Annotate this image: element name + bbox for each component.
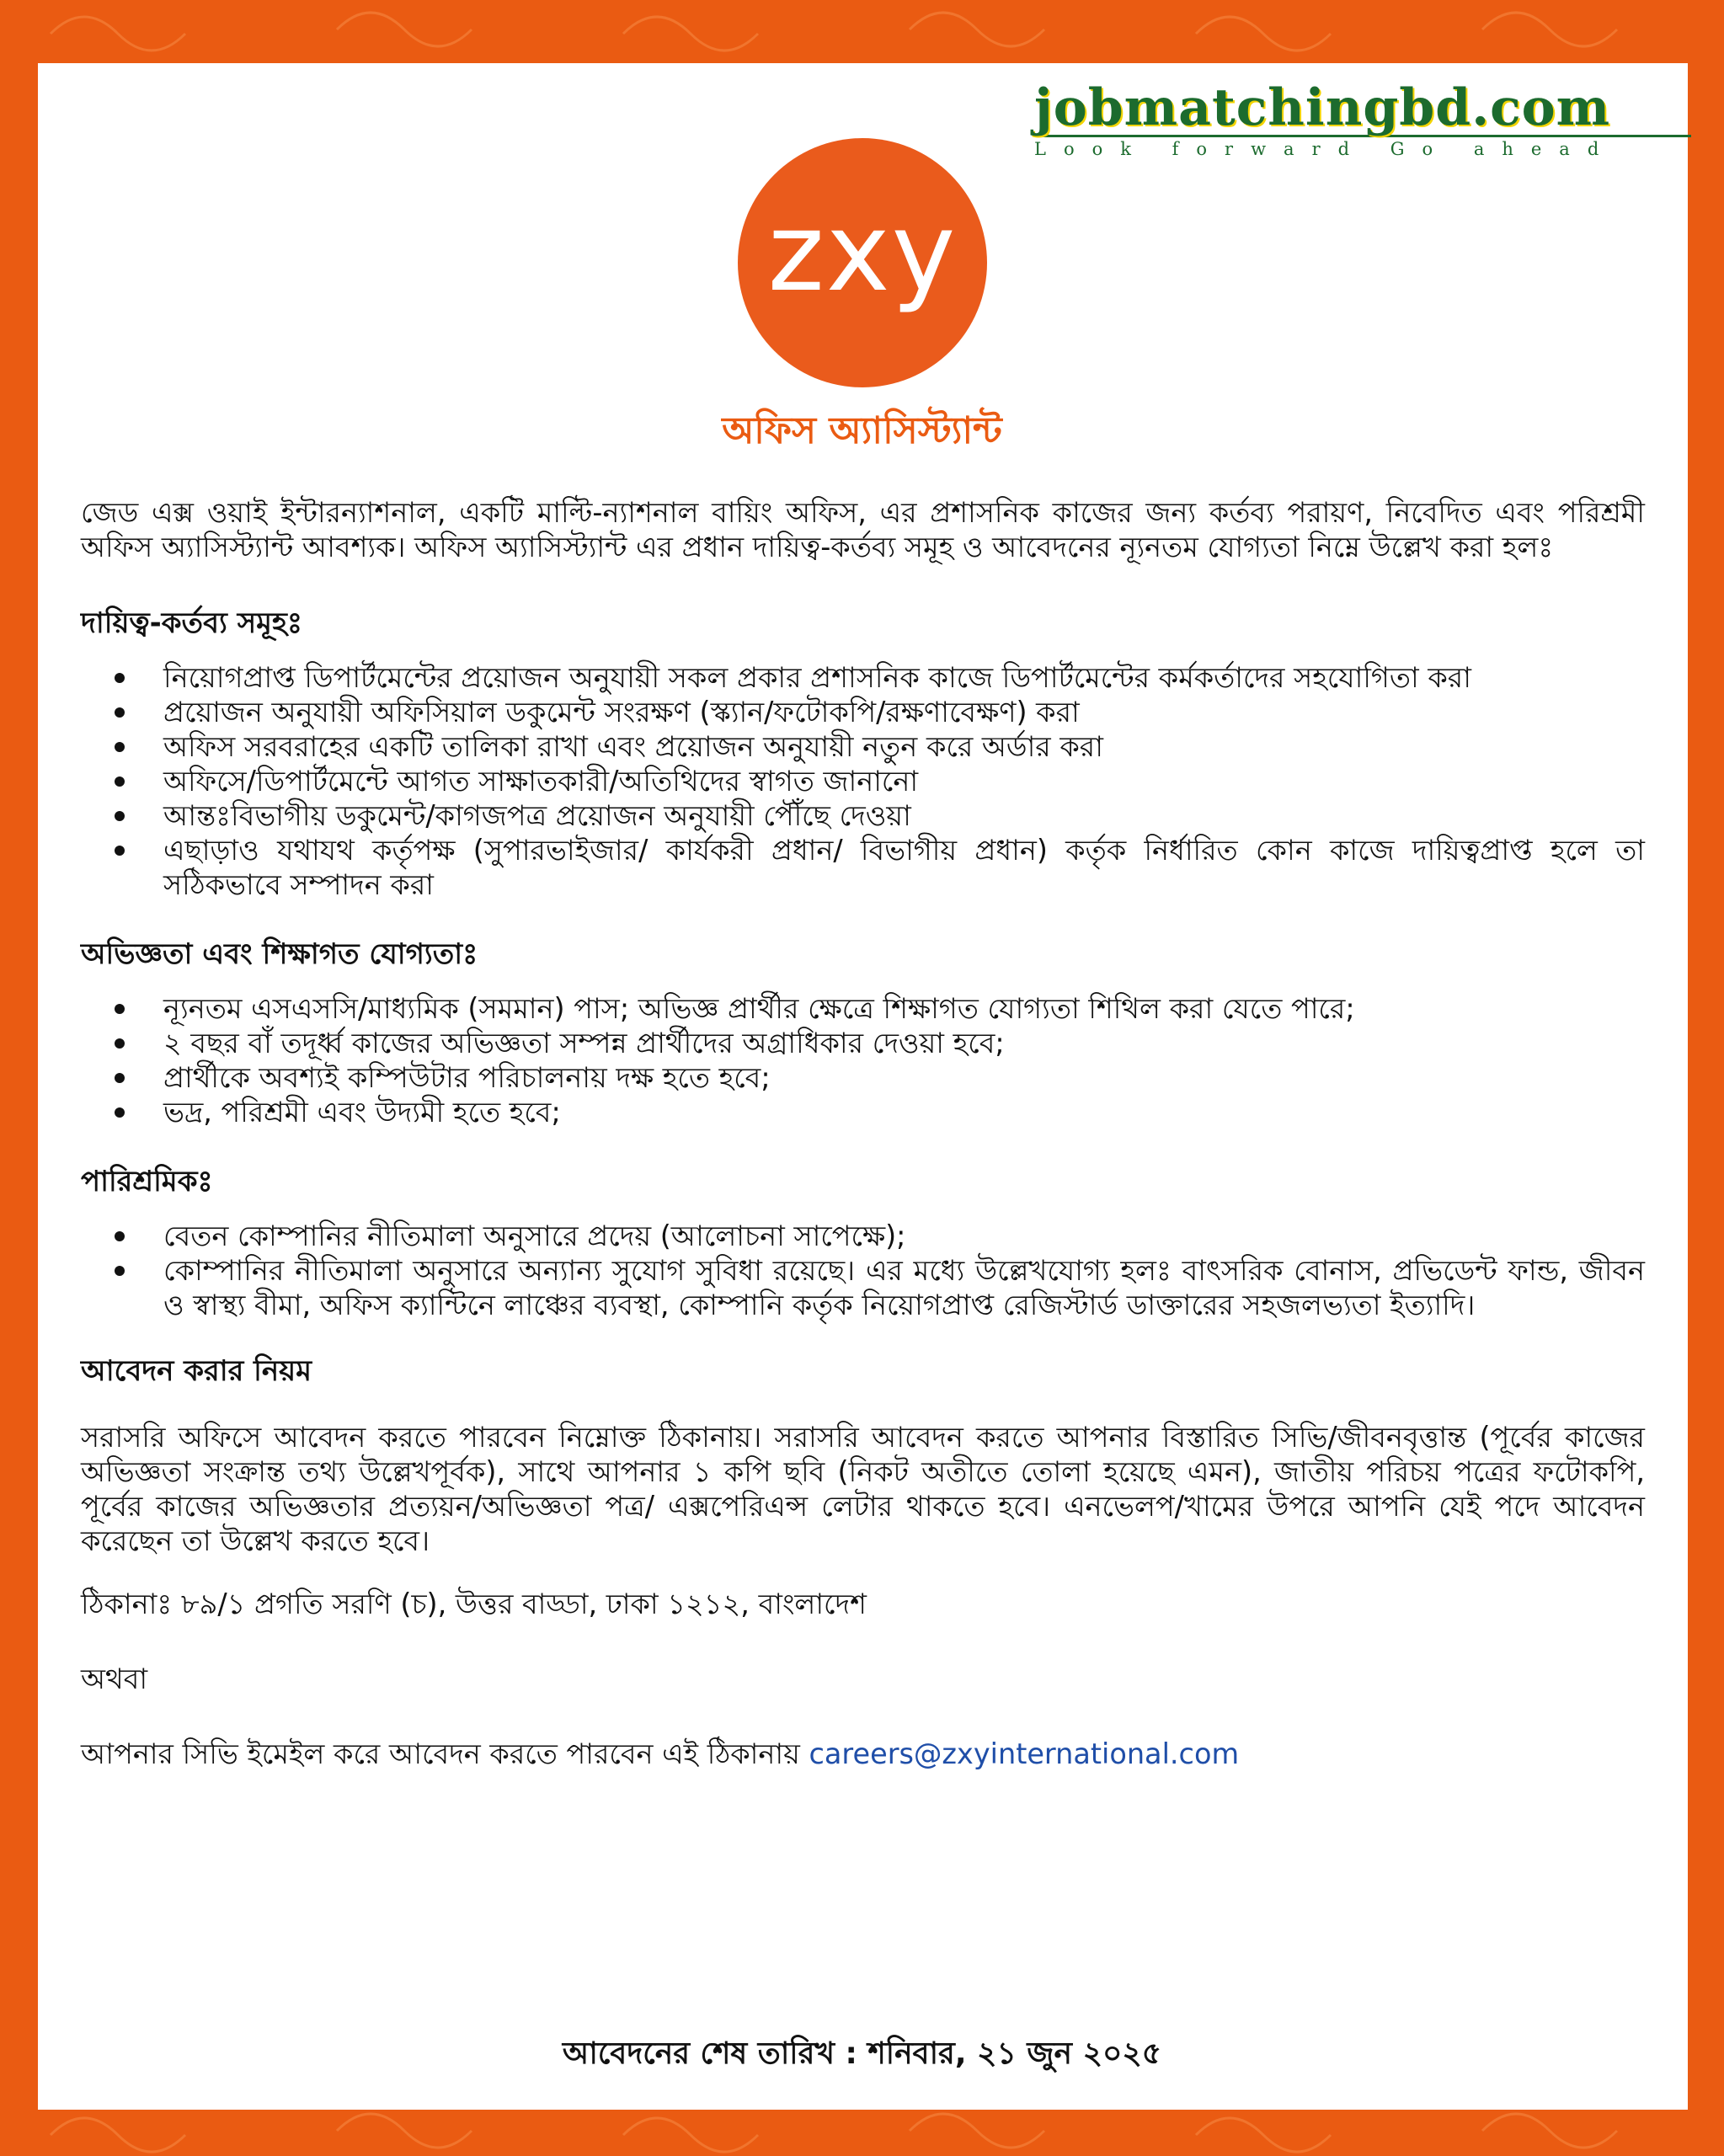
list-item: এছাড়াও যথাযথ কর্তৃপক্ষ (সুপারভাইজার/ কার্যকরী প্রধান/ বিভাগীয় প্রধান) কর্তৃক নির্ধারিত কোন কাজে দায়িত্বপ্রাপ্ত হলে তা সঠিকভাবে সম্পাদন করা (163, 833, 1645, 902)
responsibilities-list (81, 660, 1645, 902)
list-item: কোম্পানির নীতিমালা অনুসারে অন্যান্য সুযোগ সুবিধা রয়েছে। এর মধ্যে উল্লেখযোগ্য হলঃ বাৎসরিক বোনাস, প্রভিডেন্ট ফান্ড, জীবন ও স্বাস্থ্য বীমা, অফিস ক্যান্টিনে লাঞ্চের ব্যবস্থা, কোম্পানি কর্তৃক নিয়োগপ্রাপ্ত রেজিস্টার্ড ডাক্তারের সহজলভ্যতা ইত্যাদি। (163, 1253, 1645, 1322)
list-item: ২ বছর বাঁ তদূর্ধ্ব কাজের অভিজ্ঞতা সম্পন্ন প্রার্থীদের অগ্রাধিকার দেওয়া হবে; (163, 1026, 1645, 1060)
bullet-icon (115, 776, 125, 787)
list-item: প্রার্থীকে অবশ্যই কম্পিউটার পরিচালনায় দক্ষ হতে হবে; (163, 1060, 1645, 1095)
application-deadline: আবেদনের শেষ তারিখ : শনিবার, ২১ জুন ২০২৫ (562, 2036, 1162, 2071)
bullet-icon (115, 1266, 125, 1276)
bullet-icon (115, 1073, 125, 1083)
site-tagline: Look forward Go ahead (1034, 135, 1691, 159)
list-item: ভদ্র, পরিশ্রমী এবং উদ্যমী হতে হবে; (163, 1095, 1645, 1129)
email-instruction (81, 1737, 1645, 1771)
list-item: ন্যূনতম এসএসসি/মাধ্যমিক (সমমান) পাস; অভিজ্ঞ প্রার্থীর ক্ষেত্রে শিক্ষাগত যোগ্যতা শিথিল করা যেতে পারে; (163, 991, 1645, 1026)
office-address: ঠিকানাঃ ৮৯/১ প্রগতি সরণি (চ), উত্তর বাড্ডা, ঢাকা ১২১২, বাংলাদেশ (81, 1588, 867, 1620)
bullet-icon (115, 1038, 125, 1049)
compensation-list (81, 1219, 1645, 1322)
qualifications-heading: অভিজ্ঞতা এবং শিক্ষাগত যোগ্যতাঃ (81, 937, 478, 971)
application-body: সরাসরি অফিসে আবেদন করতে পারবেন নিম্নোক্ত ঠিকানায়। সরাসরি আবেদন করতে আপনার বিস্তারিত সিভি/জীবনবৃত্তান্ত (পূর্বের কাজের অভিজ্ঞতা সংক্রান্ত তথ্য উল্লেখপূর্বক), সাথে আপনার ১ কপি ছবি (নিকট অতীতে তোলা হয়েছে এমন), জাতীয় পরিচয় পত্রের ফটোকপি, পূর্বের কাজের অভিজ্ঞতার প্রত্যয়ন/অভিজ্ঞতা পত্র/ এক্সপেরিএন্স লেটার থাকতে হবে। এনভেলপ/খামের উপরে আপনি যেই পদে আবেদন করেছেন তা উল্লেখ করতে হবে। (81, 1421, 1645, 1557)
site-watermark-logo (1034, 78, 1691, 159)
careers-email-link[interactable]: careers@zxyinternational.com (809, 1737, 1240, 1770)
bullet-icon (115, 1107, 125, 1118)
bullet-icon (115, 846, 125, 856)
bullet-icon (115, 707, 125, 718)
list-item: আন্তঃবিভাগীয় ডকুমেন্ট/কাগজপত্র প্রয়োজন অনুযায়ী পৌঁছে দেওয়া (163, 798, 1645, 833)
responsibilities-heading: দায়িত্ব-কর্তব্য সমূহঃ (81, 606, 303, 640)
list-item: প্রয়োজন অনুযায়ী অফিসিয়াল ডকুমেন্ট সংরক্ষণ (স্ক্যান/ফটোকপি/রক্ষণাবেক্ষণ) করা (163, 695, 1645, 729)
compensation-heading: পারিশ্রমিকঃ (81, 1165, 213, 1198)
or-text: অথবা (81, 1662, 148, 1695)
company-logo (738, 138, 987, 387)
list-item: অফিস সরবরাহের একটি তালিকা রাখা এবং প্রয়োজন অনুযায়ী নতুন করে অর্ডার করা (163, 729, 1645, 764)
company-logo-text: zxy (767, 190, 958, 316)
bullet-icon (115, 742, 125, 752)
bullet-icon (115, 1231, 125, 1241)
bullet-icon (115, 673, 125, 683)
application-heading: আবেদন করার নিয়ম (81, 1354, 312, 1388)
list-item: বেতন কোম্পানির নীতিমালা অনুসারে প্রদেয় (আলোচনা সাপেক্ষে); (163, 1219, 1645, 1253)
intro-paragraph: জেড এক্স ওয়াই ইন্টারন্যাশনাল, একটি মাল্টি-ন্যাশনাল বায়িং অফিস, এর প্রশাসনিক কাজের জন্য কর্তব্য পরায়ণ, নিবেদিত এবং পরিশ্রমী অফিস অ্যাসিস্ট্যান্ট আবশ্যক। অফিস অ্যাসিস্ট্যান্ট এর প্রধান দায়িত্ব-কর্তব্য সমূহ ও আবেদনের ন্যূনতম যোগ্যতা নিম্নে উল্লেখ করা হলঃ (81, 496, 1645, 563)
site-name: jobmatchingbd.com (1034, 78, 1611, 137)
job-description (81, 495, 1645, 1771)
bullet-icon (115, 811, 125, 821)
list-item: অফিসে/ডিপার্টমেন্টে আগত সাক্ষাতকারী/অতিথিদের স্বাগত জানানো (163, 764, 1645, 798)
list-item: নিয়োগপ্রাপ্ত ডিপার্টমেন্টের প্রয়োজন অনুযায়ী সকল প্রকার প্রশাসনিক কাজে ডিপার্টমেন্টের কর্মকর্তাদের সহযোগিতা করা (163, 660, 1645, 695)
bullet-icon (115, 1004, 125, 1014)
qualifications-list (81, 991, 1645, 1129)
job-title: অফিস অ্যাসিস্ট্যান্ট (722, 409, 1002, 452)
email-instruction-text: আপনার সিভি ইমেইল করে আবেদন করতে পারবেন এই ঠিকানায় (81, 1737, 800, 1770)
